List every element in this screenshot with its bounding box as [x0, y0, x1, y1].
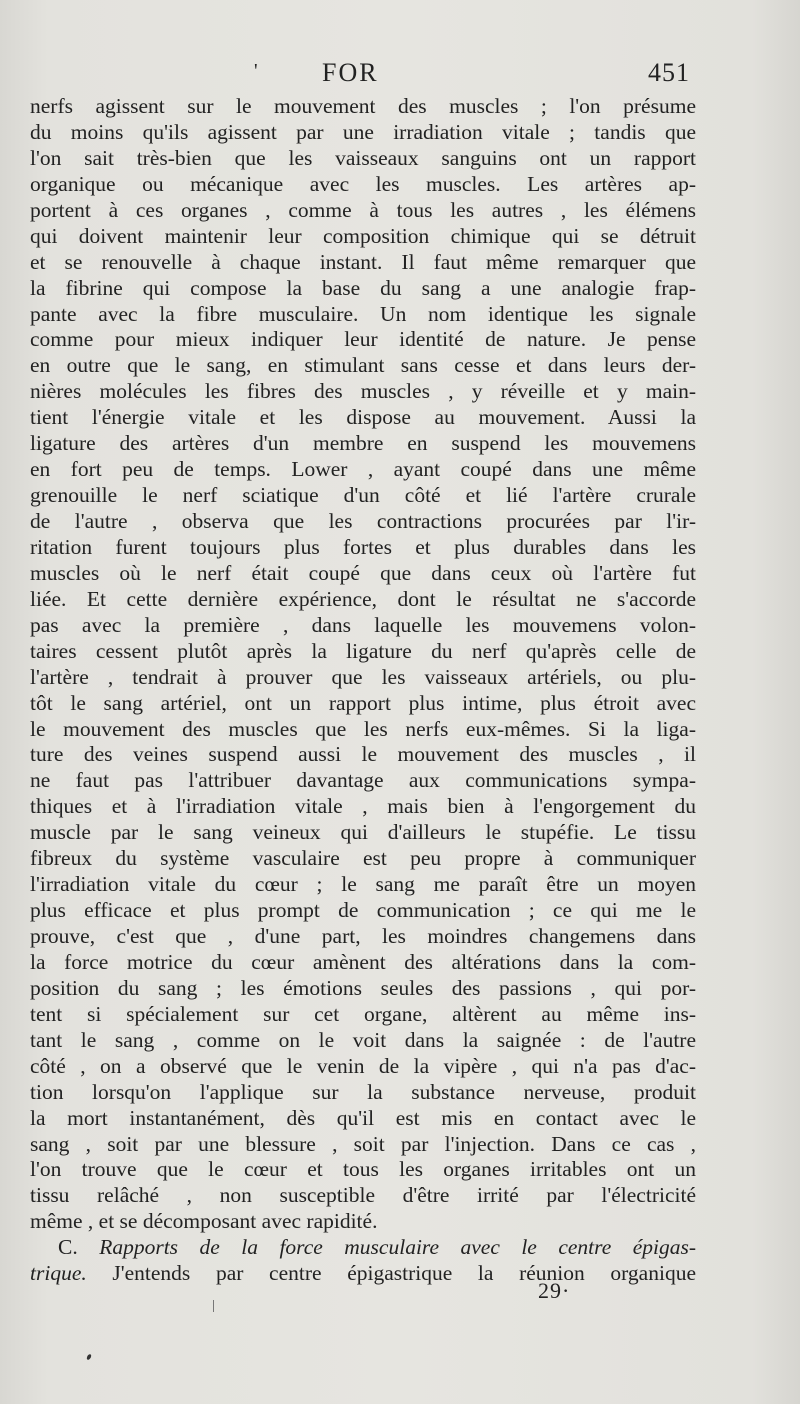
header-mark: ' [254, 60, 258, 82]
text-line: liée. Et cette dernière expérience, dont le résultat ne s'accorde [30, 586, 696, 611]
text-line: et se renouvelle à chaque instant. Il faut même remarquer que [30, 249, 696, 274]
paper-blemish [213, 1300, 214, 1312]
text-line: taires cessent plutôt après la ligature du nerf qu'après celle de [30, 638, 696, 663]
ink-speck [86, 1354, 92, 1361]
section-title: Rapports de la force musculaire avec le centre épigas- [99, 1235, 696, 1260]
section-text: J'entends par centre épigastrique la réunion organique [86, 1261, 696, 1286]
text-line: fibreux du système vasculaire est peu propre à communiquer [30, 846, 696, 871]
text-line: comme pour mieux indiquer leur identité de nature. Je pense [30, 327, 696, 352]
text-line: ture des veines suspend aussi le mouvement des muscles , il [30, 742, 696, 767]
text-line: en fort peu de temps. Lower , ayant coupé dans une même [30, 457, 696, 482]
section-heading-line-continued [30, 1261, 696, 1287]
page-number: 451 [648, 58, 690, 87]
text-line: organique ou mécanique avec les muscles. Les artères ap- [30, 171, 696, 196]
running-head [0, 58, 800, 94]
text-line: même , et se décomposant avec rapidité. [30, 1209, 378, 1234]
text-line: tent si spécialement sur cet organe, altèrent au même ins- [30, 1001, 696, 1026]
running-title: FOR [322, 58, 379, 87]
text-line: côté , on a observé que le venin de la vipère , qui n'a pas d'ac- [30, 1053, 696, 1078]
text-line: l'on sait très-bien que les vaisseaux sanguins ont un rapport [30, 145, 696, 170]
text-line: pante avec la fibre musculaire. Un nom identique les signale [30, 301, 696, 326]
text-line: tant le sang , comme on le voit dans la saignée : de l'autre [30, 1027, 696, 1052]
section-letter: C. [58, 1235, 78, 1260]
text-line: plus efficace et plus prompt de communication ; ce qui me le [30, 898, 696, 923]
text-line: la force motrice du cœur amènent des altérations dans la com- [30, 949, 696, 974]
text-line: sang , soit par une blessure , soit par l'injection. Dans ce cas , [30, 1131, 696, 1156]
text-line: l'artère , tendrait à prouver que les vaisseaux artériels, ou plu- [30, 664, 696, 689]
text-line: pas avec la première , dans laquelle les mouvemens volon- [30, 612, 696, 637]
body-text [30, 94, 696, 1287]
text-line: la mort instantanément, dès qu'il est mis en contact avec le [30, 1105, 696, 1130]
text-line: l'irradiation vitale du cœur ; le sang me paraît être un moyen [30, 872, 696, 897]
text-line: muscle par le sang veineux qui d'ailleurs le stupéfie. Le tissu [30, 820, 696, 845]
section-heading-line [30, 1235, 696, 1261]
paragraph-lines [30, 94, 696, 1235]
text-line: tissu relâché , non susceptible d'être irrité par l'électricité [30, 1183, 696, 1208]
text-line: le mouvement des muscles que les nerfs eux-mêmes. Si la liga- [30, 716, 696, 741]
text-line: prouve, c'est que , d'une part, les moindres changemens dans [30, 924, 696, 948]
text-line: position du sang ; les émotions seules des passions , qui por- [30, 975, 696, 1000]
text-line: nières molécules les fibres des muscles , y réveille et y main- [30, 379, 696, 404]
text-line: la fibrine qui compose la base du sang a une analogie frap- [30, 275, 696, 300]
text-line: tion lorsqu'on l'applique sur la substance nerveuse, produit [30, 1079, 696, 1104]
text-line: thiques et à l'irradiation vitale , mais bien à l'engorgement du [30, 794, 696, 819]
text-line: en outre que le sang, en stimulant sans cesse et dans leurs der- [30, 353, 696, 378]
text-line: ligature des artères d'un membre en suspend les mouvemens [30, 431, 696, 456]
text-line: ne faut pas l'attribuer davantage aux communications sympa- [30, 768, 696, 793]
signature-mark: 29· [538, 1278, 571, 1303]
text-line: portent à ces organes , comme à tous les autres , les élémens [30, 197, 696, 222]
text-line: de l'autre , observa que les contractions procurées par l'ir- [30, 509, 696, 533]
text-line: tient l'énergie vitale et les dispose au mouvement. Aussi la [30, 405, 696, 430]
section-title-continued: trique. [30, 1261, 87, 1286]
text-line: l'on trouve que le cœur et tous les organes irritables ont un [30, 1157, 696, 1182]
text-line: ritation furent toujours plus fortes et plus durables dans les [30, 534, 696, 559]
text-line: grenouille le nerf sciatique d'un côté et lié l'artère crurale [30, 483, 696, 508]
text-line: tôt le sang artériel, ont un rapport plus intime, plus étroit avec [30, 690, 696, 715]
text-line: du moins qu'ils agissent par une irradiation vitale ; tandis que [30, 119, 696, 144]
text-line: muscles où le nerf était coupé que dans ceux où l'artère fut [30, 560, 696, 585]
text-line: qui doivent maintenir leur composition chimique qui se détruit [30, 223, 696, 248]
text-line: nerfs agissent sur le mouvement des muscles ; l'on présume [30, 94, 696, 118]
